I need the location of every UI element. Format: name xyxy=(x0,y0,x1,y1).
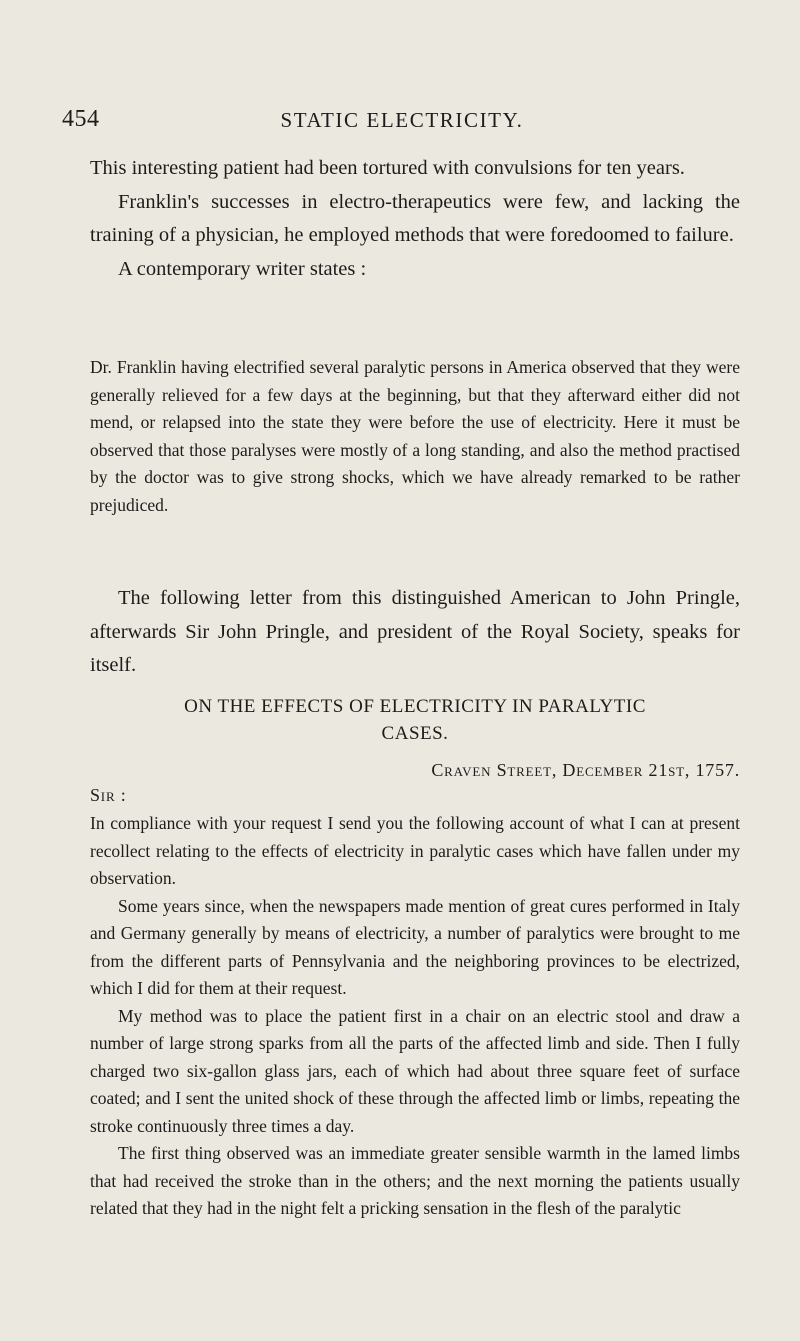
transition-paragraph: The following letter from this distinguished American to John Pringle, afterwards Sir John Pringle, and president of the Royal Society, speaks for itself. xyxy=(90,587,740,676)
intro-paragraph: This interesting patient had been tortured with convulsions for ten years. xyxy=(90,157,685,179)
letter-paragraph: My method was to place the patient first in a chair on an electric stool and draw a number of large strong sparks from all the parts of the affected limb and side. Then I fully charged two six-gallon glass jars, each of which had about three square feet of surface coated; and I sent the united shock of these through the affected limb or limbs, repeating the stroke continuously three times a day. xyxy=(90,1005,740,1136)
intro-paragraph: Franklin's successes in electro-therapeutics were few, and lacking the training of a physician, he employed methods that were foredoomed to failure. xyxy=(90,190,740,246)
letter-paragraph: Some years since, when the newspapers made mention of great cures performed in Italy and Germany generally by means of electricity, a number of paralytics were brought to me from the different parts of Pennsylvania and the neighboring provinces to be electrized, which I did for them at their request. xyxy=(90,895,740,998)
letter-paragraph: The first thing observed was an immediate greater sensible warmth in the lamed limbs that had received the stroke than in the others; and the next morning the patients usually related that they had in the night felt a pricking sensation in the flesh of the paralytic xyxy=(90,1143,740,1218)
quote-paragraph: Dr. Franklin having electrified several paralytic persons in America observed that they were generally relieved for a few days at the beginning, but that they afterward either did not mend, or relapsed into the state they were before the use of electricity. Here it must be observed that those paralyses were mostly of a long standing, and also the method practised by the doctor was to give strong shocks, which we have already remarked to be rather prejudiced. xyxy=(90,357,740,515)
letter-paragraph: In compliance with your request I send you the following account of what I can at present recollect relating to the effects of electricity in paralytic cases which have fallen under my observation. xyxy=(90,813,740,888)
letter-salutation: Sir : xyxy=(90,785,127,805)
intro-section xyxy=(90,152,740,286)
block-quote xyxy=(90,354,740,519)
transition-section xyxy=(90,582,740,683)
page-header xyxy=(62,106,742,140)
letter-title-line: ON THE EFFECTS OF ELECTRICITY IN PARALYTIC xyxy=(184,696,646,717)
intro-paragraph: A contemporary writer states : xyxy=(118,257,367,280)
letter-title xyxy=(90,693,740,747)
letter-dateline: Craven Street, December 21st, 1757. xyxy=(431,760,740,780)
letter-body xyxy=(90,810,740,1223)
page-number: 454 xyxy=(62,106,100,132)
letter-title-line: CASES. xyxy=(381,723,449,744)
running-head: STATIC ELECTRICITY. xyxy=(280,108,524,132)
